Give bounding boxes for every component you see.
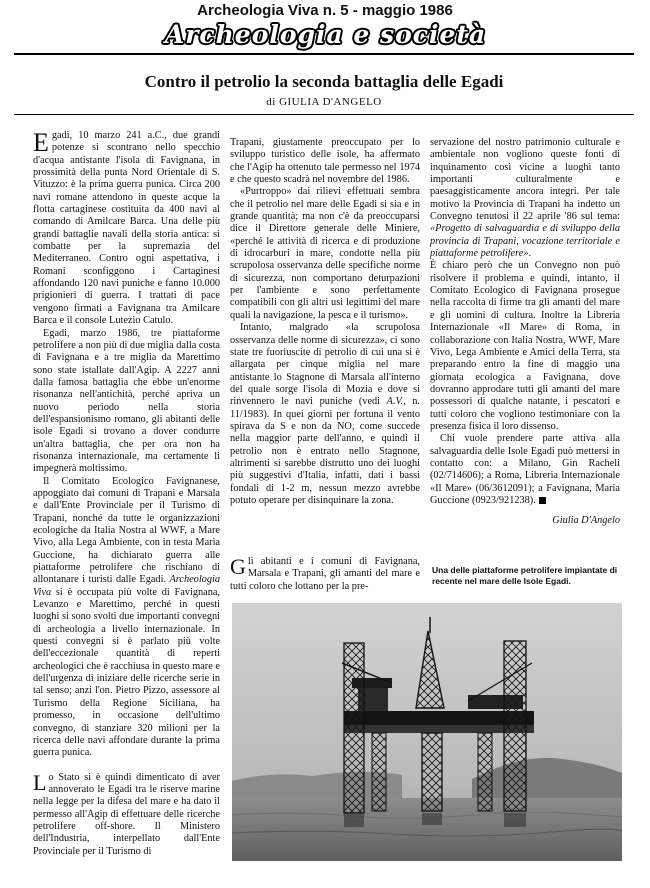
end-mark [539,497,546,504]
paragraph-text: Chi vuole prendere parte attiva alla salvaguardia delle Isole Egadi può mettersi in contatto con: a Milano, Gin Racheli (02/714606); a Roma, Libreria Internazionale «Il Mare» (06/3612091); a Favignana, Maria Guccione (0923/921238). [430,433,620,506]
top-rule [14,53,634,55]
drop-cap: G [230,554,246,579]
paragraph [33,476,220,760]
paragraph-text: gadi, 10 marzo 241 a.C., due grandi potenze si scontrano nello specchio d'acqua antistante l'isola di Favignana, in prossimità della punta Nord Orientale di S. Vituzzo: è la prima guerra punica. Circa 200 navi romane attendono in queste acque la flotta cartaginese costituita da 400 navi al comando di Amilcare Barca. Una delle più grandi battaglie navali della storia antica: si combatte per la supremazia del Mediterraneo. Contro ogni aspettativa, i Romani sconfiggono i Cartaginesi affondando 120 navi puniche e fanno 10.000 prigionieri di guerra. I trattati di pace vengono firmati a Favignana tra Amilcare Barca e il console Lutezio Catulo. [33,130,220,327]
paragraph: È chiaro però che un Convegno non può risolvere il problema e quindi, intanto, il Comitato Ecologico di Favignana prosegue nella raccolta di firme tra gli amanti del mare e gli uomini di cultura. Inoltre la Libreria Internazionale «Il Mare» di Roma, in collaborazione con Italia Nostra, WWF, Mare Vivo, Lega Ambiente e Amici della Terra, sta preparando entro la fine di maggio una giornata ecologica a Favignana, dove dovranno approdare tutti gli amanti del mare possessori di qualche natante, i pescatori e tutti coloro che vogliono testimoniare con la presenza fisica il loro dissenso. [430,260,620,432]
paragraph [230,322,420,507]
paragraph: Egadi, marzo 1986, tre piattaforme petrolifere a non più di due miglia dalla costa di Favignana e a tre miglia da Marettimo sono state istallate dall'Agip. A 2227 anni dalla famosa battaglia che ebbe un'enorme risonanza nell'antichità, perché apriva un nuovo periodo nella storia dell'espansionismo romano, gli abitanti delle isole Egadi si trovano a dover condurre un'altra battaglia, che per ora non ha risonanza internazionale, ma certamente li impegnerà moltissimo. [33,327,220,475]
paragraph-text: si è occupata più volte di Favignana, Levanzo e Marettimo, perché in questi luoghi si sono svolti due importanti convegni di archeologia a livello internazionale. In questi convegni si è parlato più volte dell'eccezionale quantità di reperti archeologici che è racchiusa in questo mare e dell'urgenza di iniziare delle ricerche serie in tal senso; anzi l'on. Pietro Pizzo, assessore al Turismo della Regione Siciliana, ha promesso, in occasione dell'ultimo convegno, di stanziare 320 milioni per la ricerca delle navi affondate durante la prima guerra punica. [33,586,220,759]
citation: A.V. [386,396,404,408]
drop-cap: L [33,769,47,795]
drop-cap: E [33,128,49,157]
paragraph: Trapani, giustamente preoccupato per lo sviluppo turistico delle isole, ha affermato che l'Agip ha ottenuto tale permesso nel 1974 e che questo scadrà nel novembre del 1986. [230,137,420,186]
paragraph [430,137,620,260]
author-signature: Giulia D'Angelo [552,515,620,527]
article-column-2 [230,137,420,507]
paragraph [230,556,420,593]
paragraph-text: o Stato si è quindi dimenticato di aver annoverato le Egadi tra le riserve marine nella legge per la difesa del mare e ha dato il permesso all'Agip di effettuare delle ricerche petrolifere off-shore. Il Ministero dell'Industria, interpellato dall'Ente Provinciale per il Turismo di [33,771,220,857]
article-column-2-lower [230,556,420,593]
article-column-1 [33,130,220,858]
photo-caption: Una delle piattaforme petrolifere impiantate di recente nel mare delle Isole Egadi. [432,565,618,586]
section-banner: Archeologia e società [164,20,487,49]
paragraph [33,130,220,328]
article-title: Contro il petrolio la seconda battaglia delle Egadi [144,72,504,91]
byline-rule [14,114,634,115]
paragraph-text: Il Comitato Ecologico Favignanese, appoggiato dai comuni di Trapani e Marsala e dall'Ente Provinciale per il Turismo di Trapani, nonché da tutte le organizzazioni ecologiche da Italia Nostra al WWF, a Mare Vivo, alla Lega Ambiente, con in testa Maria Guccione, ha dichiarato guerra alle piattaforme petrolifere che rischiano di allontanare i turisti dalle Egadi. [33,475,220,586]
magazine-name: Archeologia Viva [33,574,220,598]
oil-platform-photo [232,603,622,861]
paragraph [430,433,620,507]
conference-title: «Progetto di salvaguardia e di sviluppo della provincia di Trapani, vocazione territoriale e piattaforme petrolifere» [430,223,620,260]
paragraph-text: , n. 11/1983). In quei giorni per fortuna il vento spirava da S e non da NO, come succede nella maggior parte dell'anno, e quindi il petrolio non è entrato nello Stagnone, altrimenti si sarebbe distrutto uno dei luoghi più suggestivi d'Italia, infatti, dati i bassi fondali di 1-2 m, nessun mezzo avrebbe potuto operare per disinquinare la zona. [230,396,421,506]
article-column-3 [430,137,620,528]
paragraph-text: Intanto, malgrado «la scrupolosa osservanza delle norme di sicurezza», ci sono state tre fuoriuscite di petrolio di cui una si è allargata per cinque miglia nel mare antistante lo Stagnone di Marsala all'interno del quale sorge l'isola di Mozia e dove si rinvennero le navi puniche (vedi [230,322,420,408]
paragraph-text: li abitanti e i comuni di Favignana, Marsala e Trapani, gli amanti del mare e tutti coloro che lottano per la pre- [230,556,420,592]
paragraph: «Purtroppo» dai rilievi effettuati sembra che il petrolio nel mare delle Egadi si sia e in grande quantità; ma non c'è da preoccuparsi dice il Direttore generale delle Miniere, «perché le attività di ricerca e di produzione di idrocarburi in mare, condotte nella più scrupolosa osservanza delle specifiche norme di sicurezza, non comportano deturpazioni per l'ambiente e sono perfettamente compatibili con gli altri usi legittimi del mare quali la navigazione, la pesca e il turismo». [230,186,420,321]
paragraph-text: . [528,248,532,260]
paragraph [33,769,220,858]
publication-line: Archeologia Viva n. 5 - maggio 1986 [197,2,453,19]
article-byline: di GIULIA D'ANGELO [266,96,382,108]
paragraph-text: servazione del nostro patrimonio culturale e ambientale non vogliono queste fonti di inquinamento così vicine a luoghi tanto importanti culturalmente e paesaggisticamente ancora integri. Per tale motivo la Provincia di Trapani ha indetto un Convegno tenutosi il 22 aprile '86 sul tema: [430,137,620,223]
